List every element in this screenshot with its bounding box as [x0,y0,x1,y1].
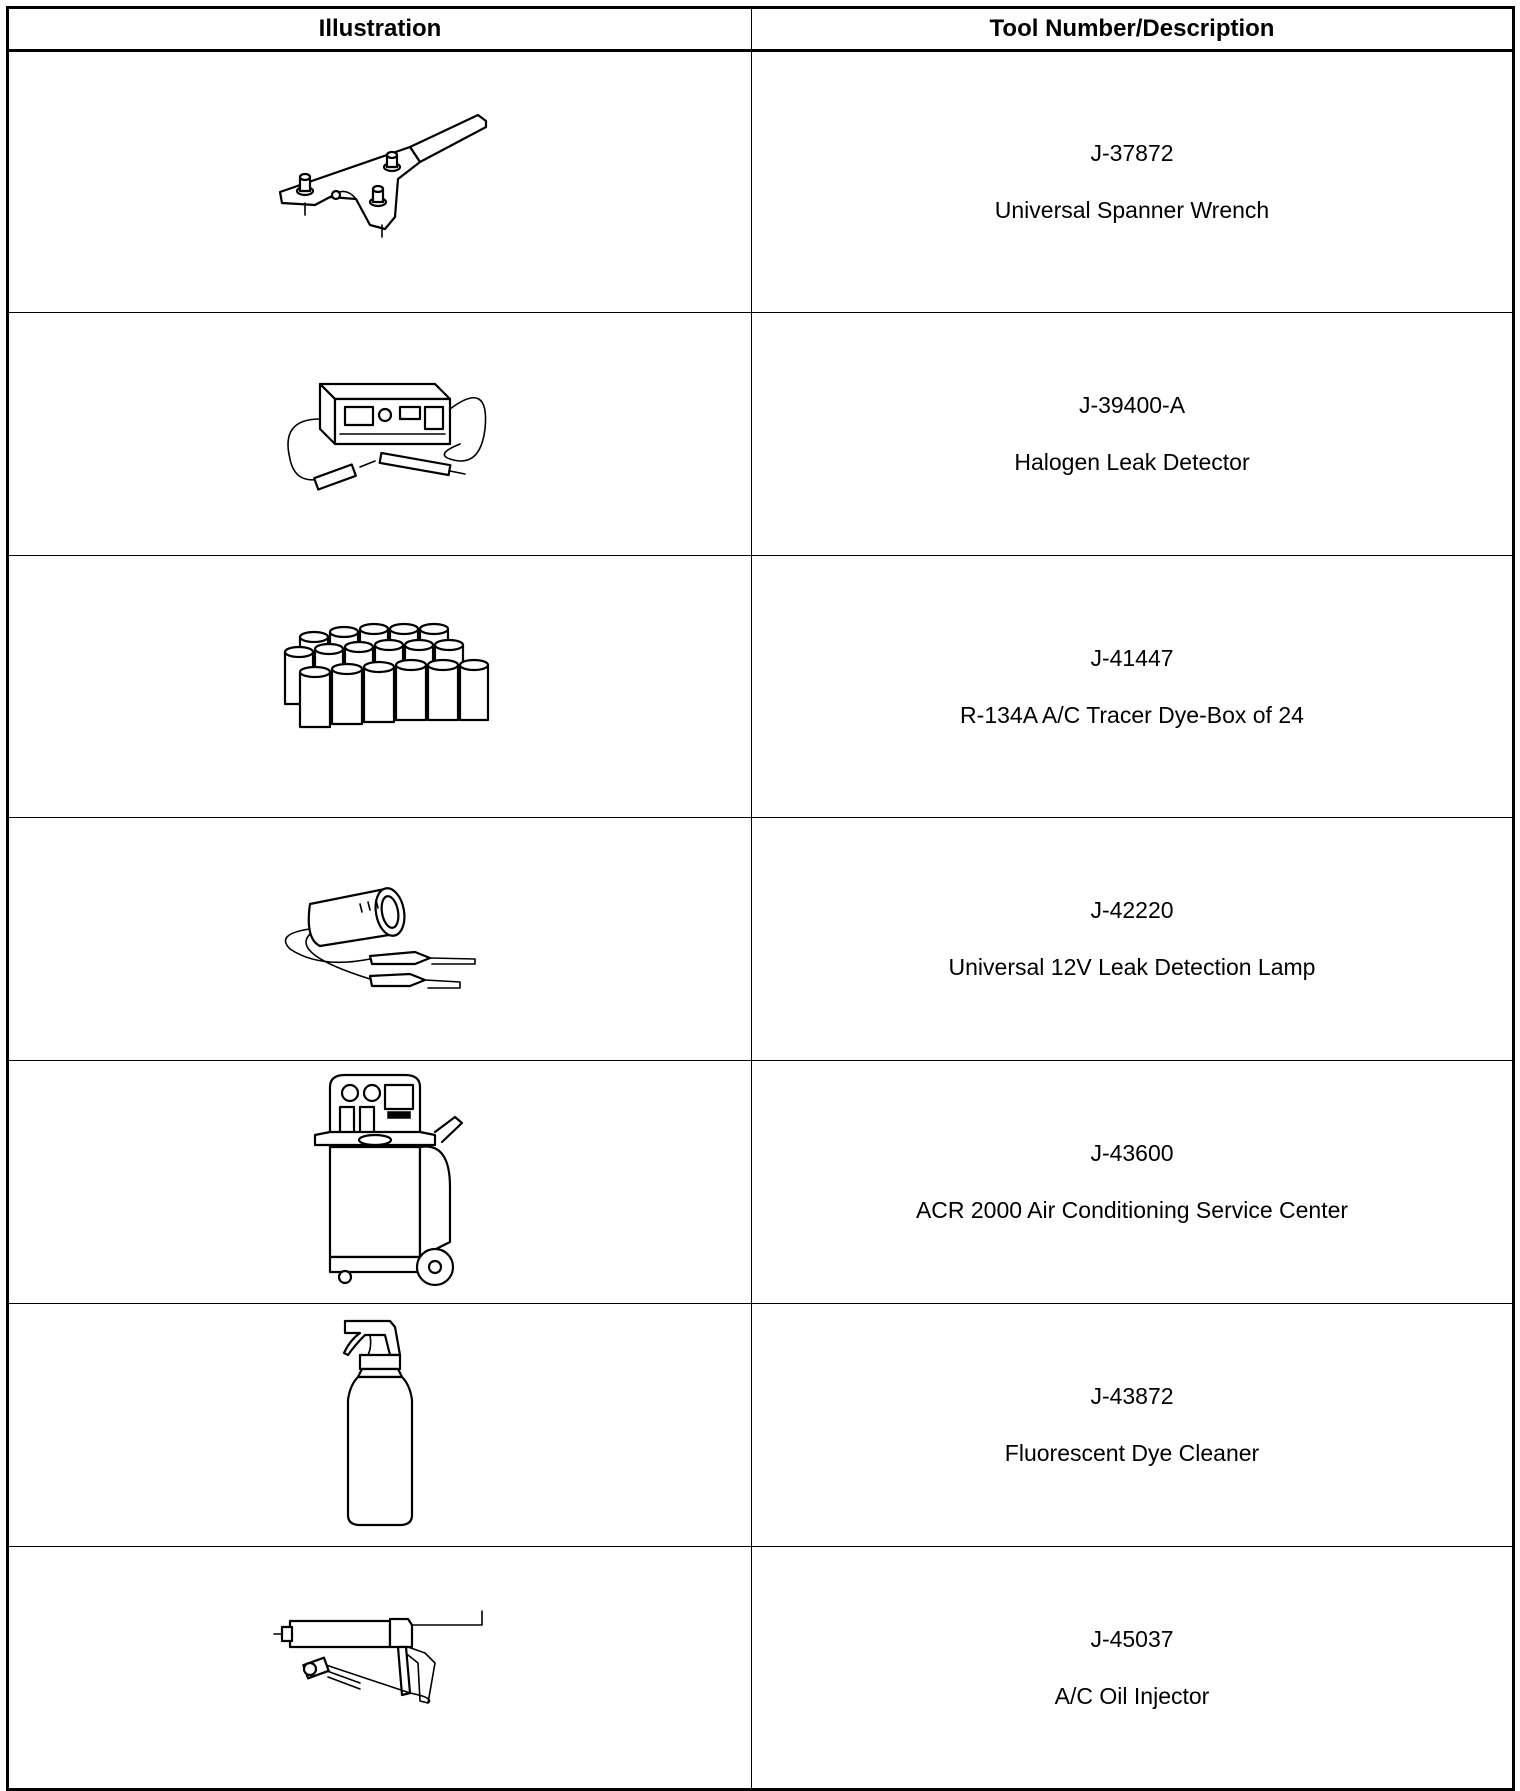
spray-bottle-illustration [260,1315,500,1535]
tool-info-cell [752,556,1514,818]
detection-lamp-illustration [260,874,500,1004]
tool-number: J-41447 [1090,644,1174,671]
tool-number: J-39400-A [1078,392,1186,418]
tool-info-cell [752,818,1514,1061]
tool-description: R-134A A/C Tracer Dye-Box of 24 [960,701,1304,728]
tool-description: A/C Oil Injector [1054,1682,1210,1709]
illustration-cell [8,313,752,556]
table-header-row [8,8,1514,51]
tool-info-cell [752,313,1514,556]
tool-number: J-37872 [1090,140,1174,166]
illustration-header: Illustration [8,8,752,51]
tool-number: J-42220 [1090,897,1174,923]
tool-header: Tool Number/Description [752,8,1514,51]
table-row [8,818,1514,1061]
tool-number: J-43600 [1090,1140,1174,1166]
tool-description: Universal 12V Leak Detection Lamp [948,954,1316,980]
tool-info-cell [752,1061,1514,1304]
illustration-cell [8,1061,752,1304]
oil-injector-illustration [260,1603,500,1733]
illustration-cell [8,1547,752,1790]
dye-bottles-illustration [260,617,500,757]
table-row [8,313,1514,556]
tool-info-cell [752,51,1514,313]
table-row [8,1061,1514,1304]
tool-description: Halogen Leak Detector [1014,449,1250,475]
special-tools-table [6,6,1515,1791]
table-row [8,556,1514,818]
illustration-cell [8,556,752,818]
tool-description: Fluorescent Dye Cleaner [1004,1440,1260,1466]
leak-detector-illustration [260,359,500,509]
spanner-wrench-illustration [260,107,500,257]
tool-number: J-43872 [1090,1383,1174,1409]
illustration-cell [8,51,752,313]
tool-description: Universal Spanner Wrench [994,197,1270,223]
tool-info-cell [752,1547,1514,1790]
tool-number: J-45037 [1090,1625,1174,1652]
illustration-cell [8,818,752,1061]
tool-info-cell [752,1304,1514,1547]
illustration-cell [8,1304,752,1547]
table-row [8,1547,1514,1790]
table-row [8,51,1514,313]
service-center-illustration [260,1067,500,1297]
table-row [8,1304,1514,1547]
tool-description: ACR 2000 Air Conditioning Service Center [915,1197,1349,1223]
